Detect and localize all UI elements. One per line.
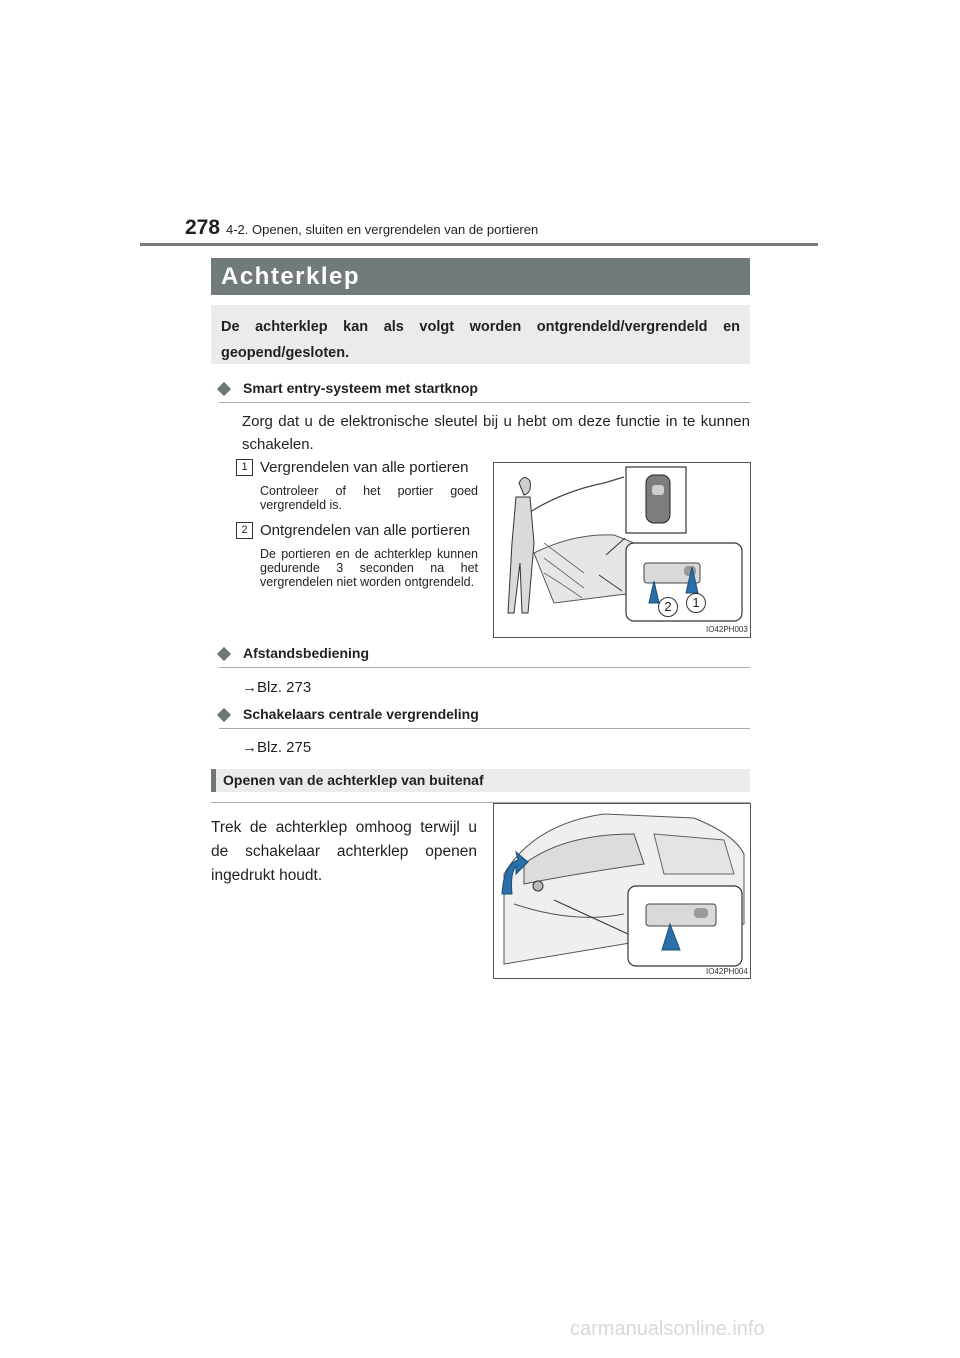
heading-bar — [211, 769, 216, 792]
diamond-icon — [217, 382, 231, 396]
page-number: 278 — [185, 216, 221, 239]
outside-open-text: Trek de achterklep omhoog terwijl u de schakelaar achterklep openen ingedrukt houdt. — [211, 819, 477, 884]
figure-outside-open — [493, 803, 751, 979]
header-rule — [140, 243, 818, 246]
item-title: Vergrendelen van alle portieren — [260, 459, 469, 476]
intro-box — [211, 305, 750, 364]
figure-callout-1: 1 — [686, 593, 706, 613]
intro-text: De achterklep kan als volgt worden ontgrendeld/vergrendeld en geopend/gesloten. — [221, 319, 740, 361]
page-reference: →Blz. 273 — [242, 679, 312, 696]
page-reference: →Blz. 275 — [242, 739, 312, 756]
subheading-smart-entry — [219, 380, 750, 403]
car-rear-illustration — [494, 804, 750, 978]
item-note: Controleer of het portier goed vergrendeld is. — [260, 484, 478, 512]
subheading-text: Schakelaars centrale vergrendeling — [243, 706, 479, 722]
section-title-bar — [211, 258, 750, 295]
section-heading-text: Openen van de achterklep van buitenaf — [223, 772, 484, 788]
item-note: De portieren en de achterklep kunnen gedurende 3 seconden na het vergrendelen niet worden ontgrendeld. — [260, 547, 478, 589]
car-door-illustration — [494, 463, 750, 637]
diamond-icon — [217, 647, 231, 661]
item-title: Ontgrendelen van alle portieren — [260, 522, 471, 539]
running-title: 4-2. Openen, sluiten en vergrendelen van de portieren — [226, 222, 539, 237]
subheading-central-lock — [219, 706, 750, 729]
smart-entry-description: Zorg dat u de elektronische sleutel bij u hebt om deze functie in te kunnen schakelen. — [242, 413, 750, 453]
watermark: carmanualsonline.info — [570, 1318, 765, 1340]
subheading-remote — [219, 645, 750, 668]
section-title: Achterklep — [221, 263, 361, 290]
section-heading-outside — [211, 769, 750, 792]
item-number-badge: 1 — [236, 459, 253, 476]
figure-smart-entry — [493, 462, 751, 638]
item-number-badge: 2 — [236, 522, 253, 539]
figure-code: IO42PH003 — [706, 625, 748, 634]
figure-callout-2: 2 — [658, 597, 678, 617]
subheading-text: Smart entry-systeem met startknop — [243, 380, 478, 396]
diamond-icon — [217, 708, 231, 722]
figure-code: IO42PH004 — [706, 967, 748, 976]
subheading-text: Afstandsbediening — [243, 645, 370, 661]
